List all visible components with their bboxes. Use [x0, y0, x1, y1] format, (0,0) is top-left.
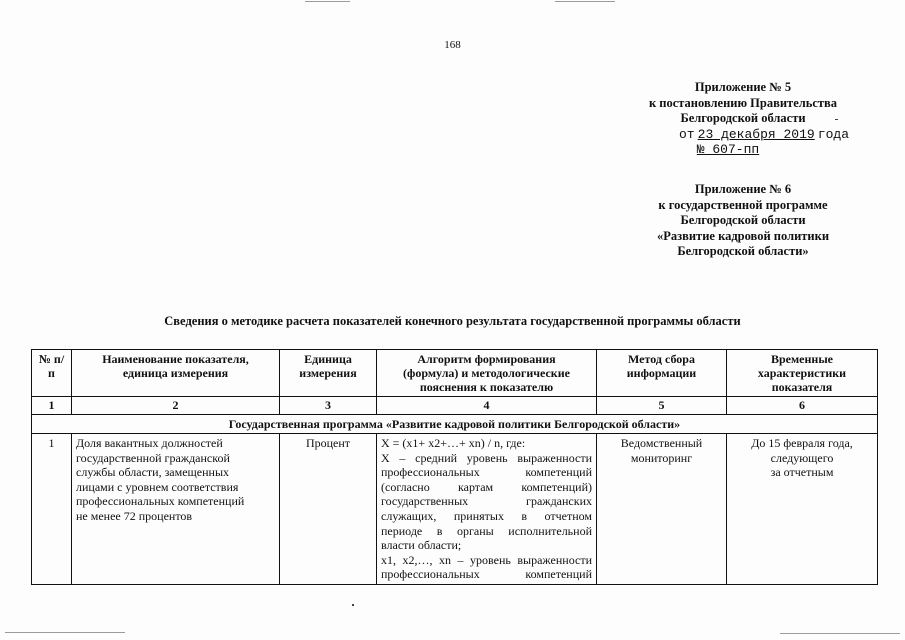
table-header-row — [32, 350, 878, 397]
table-row — [32, 434, 878, 585]
annex-5-title: Приложение № 5 — [694, 80, 792, 94]
annex-5-date-suffix: года — [817, 126, 850, 142]
column-number: 2 — [72, 397, 280, 415]
header-timing: Временные характеристики показателя — [727, 350, 878, 397]
indicators-table — [31, 349, 878, 585]
scan-artifact-bottom-line — [780, 633, 900, 634]
annex-5-date — [625, 127, 861, 143]
column-number: 1 — [32, 397, 72, 415]
scan-artifact-top-line — [305, 1, 350, 2]
annex-6-line3: Белгородской области — [680, 213, 806, 227]
annex-5-date-prefix: от — [678, 126, 695, 142]
formula-line: X = (x1+ x2+…+ xn) / n, где: — [381, 436, 526, 450]
header-number: № п/п — [32, 350, 72, 397]
annex-5-date-value: 23 декабря 2019 — [697, 126, 815, 142]
annex-6-title: Приложение № 6 — [694, 182, 792, 196]
header-algorithm: Алгоритм формирования (формула) и методологические пояснения к показателю — [377, 350, 597, 397]
annex-6-block — [625, 182, 861, 260]
program-title-row — [32, 415, 878, 434]
column-number: 3 — [280, 397, 377, 415]
header-unit: Единица измерения — [280, 350, 377, 397]
unit-value: Процент — [280, 434, 377, 585]
column-number: 4 — [377, 397, 597, 415]
annex-5-line2: к постановлению Правительства — [648, 95, 838, 110]
annex-6-line2: к государственной программе — [658, 197, 828, 212]
annex-5-number: № 607-пп — [696, 142, 760, 157]
scan-artifact-bottom-line — [5, 632, 125, 633]
column-number: 6 — [727, 397, 878, 415]
column-number: 5 — [597, 397, 727, 415]
header-indicator-name: Наименование показателя, единица измерения — [72, 350, 280, 397]
scan-artifact-top-line — [555, 1, 615, 2]
page-number: 168 — [444, 39, 461, 51]
row-number: 1 — [32, 434, 72, 585]
algorithm-description: X = (x1+ x2+…+ xn) / n, где: X – средний уровень выраженности профессиональных компетенций (согласно картам компетенций) государственных гражданских служащих, принятых в отчетном периоде в органы исполнительной власти области; x1, x2,…, xn – уровень выраженности профессиональных компетенций — [377, 434, 597, 585]
column-numbers-row — [32, 397, 878, 415]
annex-6-line5: Белгородской области» — [677, 244, 809, 258]
scan-speck — [352, 604, 354, 606]
indicator-name: Доля вакантных должностей государственной гражданской службы области, замещенных лицами с уровнем соответствия профессиональных компетенций не менее 72 процентов — [72, 434, 280, 585]
annex-5-block — [625, 80, 861, 158]
annex-6-line4: «Развитие кадровой политики — [656, 228, 830, 243]
header-method: Метод сбора информации — [597, 350, 727, 397]
program-title: Государственная программа «Развитие кадровой политики Белгородской области» — [32, 415, 878, 434]
timing-characteristics: До 15 февраля года, следующего за отчетным — [727, 434, 878, 585]
document-title: Сведения о методике расчета показателей конечного результата государственной программы области — [164, 314, 741, 328]
collection-method: Ведомственный мониторинг — [597, 434, 727, 585]
annex-5-line3: Белгородской области — [680, 111, 806, 125]
